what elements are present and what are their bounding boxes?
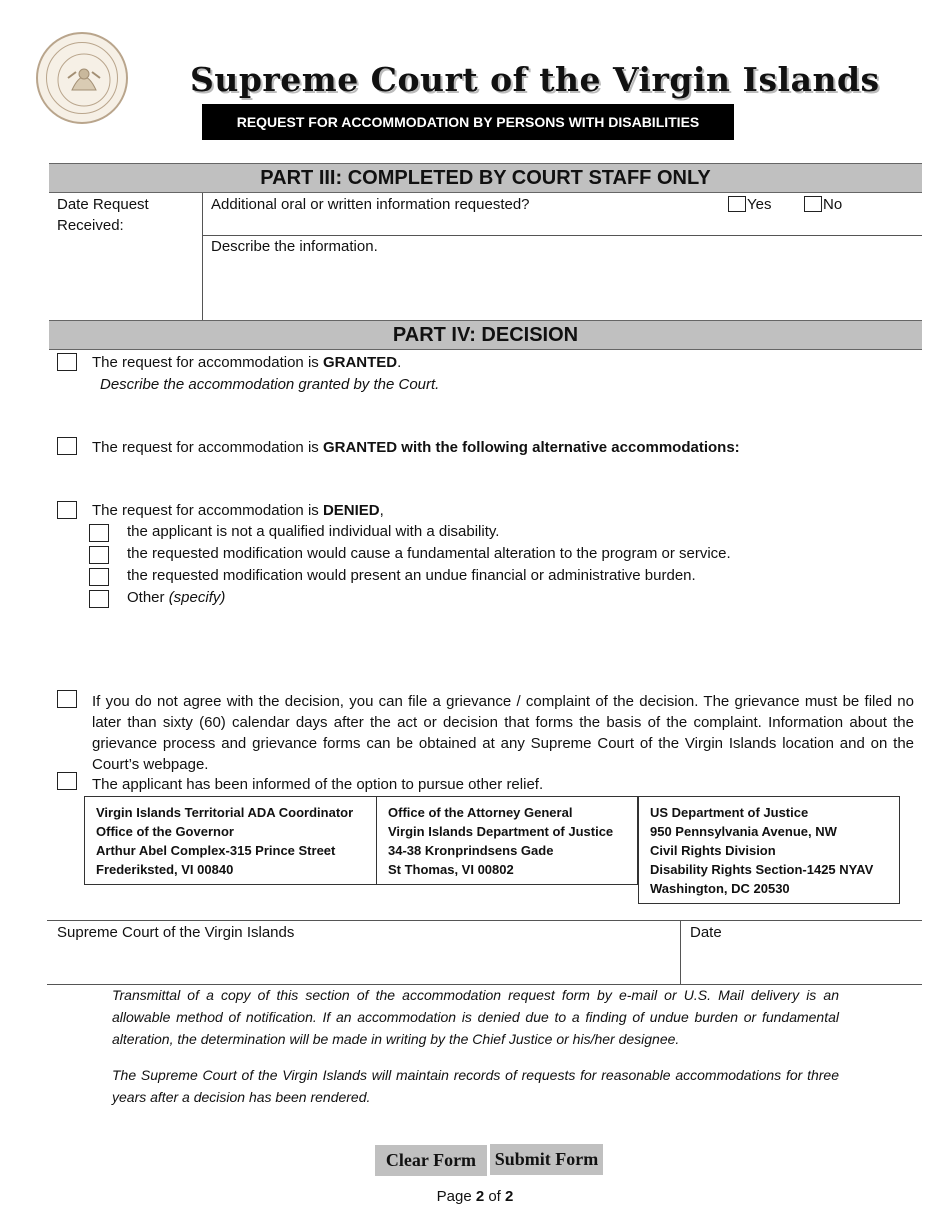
signature-top-rule xyxy=(47,920,922,921)
records-note: The Supreme Court of the Virgin Islands will maintain records of requests for reasonable accommodations for three years after a decision has been rendered. xyxy=(112,1067,839,1105)
granted-describe-label: Describe the accommodation granted by the Court. xyxy=(100,376,440,393)
court-seal xyxy=(36,32,128,124)
date-received-label: Date Request Received: xyxy=(57,196,149,234)
granted-alternative-statement: The request for accommodation is GRANTED with the following alternative accommodations: xyxy=(92,439,740,456)
contact-line: 950 Pennsylvania Avenue, NW xyxy=(650,824,837,839)
part4-heading: PART IV: DECISION xyxy=(49,320,922,350)
no-label: No xyxy=(823,196,843,213)
part3-heading: PART III: COMPLETED BY COURT STAFF ONLY xyxy=(49,163,922,193)
grievance-checkbox[interactable] xyxy=(57,690,77,708)
granted-alternative-checkbox[interactable] xyxy=(57,437,77,455)
contact-line: St Thomas, VI 00802 xyxy=(388,862,514,877)
yes-checkbox[interactable] xyxy=(728,196,746,212)
granted-checkbox[interactable] xyxy=(57,353,77,371)
date-field[interactable] xyxy=(690,944,915,980)
describe-info-label: Describe the information. xyxy=(211,238,378,255)
seal-emblem-icon xyxy=(38,34,130,126)
contact-line: Arthur Abel Complex-315 Prince Street xyxy=(96,843,336,858)
yes-label: Yes xyxy=(747,196,772,213)
denied-other-field[interactable] xyxy=(127,610,910,680)
clear-form-button[interactable]: Clear Form xyxy=(375,1145,487,1176)
part3-column-divider xyxy=(202,193,203,320)
contact-line: US Department of Justice xyxy=(650,805,809,820)
contact-box-ada-coordinator xyxy=(84,796,377,885)
denied-statement: The request for accommodation is DENIED, xyxy=(92,502,384,519)
court-signature-field[interactable] xyxy=(57,944,672,980)
denied-reason: the applicant is not a qualified individual with a disability. xyxy=(127,523,500,540)
denied-reason-checkbox[interactable] xyxy=(89,568,109,586)
contact-line: 34-38 Kronprindsens Gade xyxy=(388,843,554,858)
contact-box-us-doj xyxy=(638,796,900,904)
info-requested-question: Additional oral or written information requested? xyxy=(211,196,530,213)
contact-line: Civil Rights Division xyxy=(650,843,776,858)
granted-describe-field[interactable] xyxy=(100,397,910,427)
contact-line: Office of the Governor xyxy=(96,824,234,839)
denied-reason: the requested modification would present an undue financial or administrative burden. xyxy=(127,567,696,584)
alternative-accommodations-field[interactable] xyxy=(92,460,910,494)
court-title: Supreme Court of the Virgin Islands xyxy=(190,60,880,99)
describe-info-field[interactable] xyxy=(206,258,916,316)
no-checkbox[interactable] xyxy=(804,196,822,212)
denied-other-checkbox[interactable] xyxy=(89,590,109,608)
submit-form-button[interactable]: Submit Form xyxy=(490,1144,603,1175)
informed-checkbox[interactable] xyxy=(57,772,77,790)
denied-other-label: Other (specify) xyxy=(127,589,226,606)
contact-line: Disability Rights Section-1425 NYAV xyxy=(650,862,874,877)
grievance-statement: If you do not agree with the decision, you can file a grievance / complaint of the decision. The grievance must be filed no later than sixty (60) calendar days after the act or decision that forms the basis of the complaint. Information about the grievance process and grievance forms can be obtained at any Supreme Court of the Virgin Islands location and on the Court’s webpage. xyxy=(92,693,914,773)
date-label: Date xyxy=(690,924,722,941)
contact-line: Virgin Islands Territorial ADA Coordinator xyxy=(96,805,354,820)
page-number: Page 2 of 2 xyxy=(436,1188,514,1205)
denied-reason: the requested modification would cause a fundamental alteration to the program or service. xyxy=(127,545,731,562)
contact-box-attorney-general xyxy=(376,796,638,885)
informed-statement: The applicant has been informed of the option to pursue other relief. xyxy=(92,776,544,793)
granted-statement: The request for accommodation is GRANTED. xyxy=(92,354,402,371)
denied-checkbox[interactable] xyxy=(57,501,77,519)
denied-reason-checkbox[interactable] xyxy=(89,524,109,542)
contact-line: Virgin Islands Department of Justice xyxy=(388,824,614,839)
contact-line: Washington, DC 20530 xyxy=(650,881,790,896)
contact-line: Office of the Attorney General xyxy=(388,805,573,820)
signature-divider xyxy=(680,920,681,984)
form-banner: REQUEST FOR ACCOMMODATION BY PERSONS WITH DISABILITIES xyxy=(202,104,734,140)
denied-reason-checkbox[interactable] xyxy=(89,546,109,564)
transmittal-note: Transmittal of a copy of this section of the accommodation request form by e-mail or U.S. Mail delivery is an allowable method of notification. If an accommodation is denied due to a finding of undue burden or fundamental alteration, the determination will be made in writing by the Chief Justice or his/her designee. xyxy=(112,987,839,1047)
court-signature-label: Supreme Court of the Virgin Islands xyxy=(57,924,295,941)
contact-line: Frederiksted, VI 00840 xyxy=(96,862,234,877)
